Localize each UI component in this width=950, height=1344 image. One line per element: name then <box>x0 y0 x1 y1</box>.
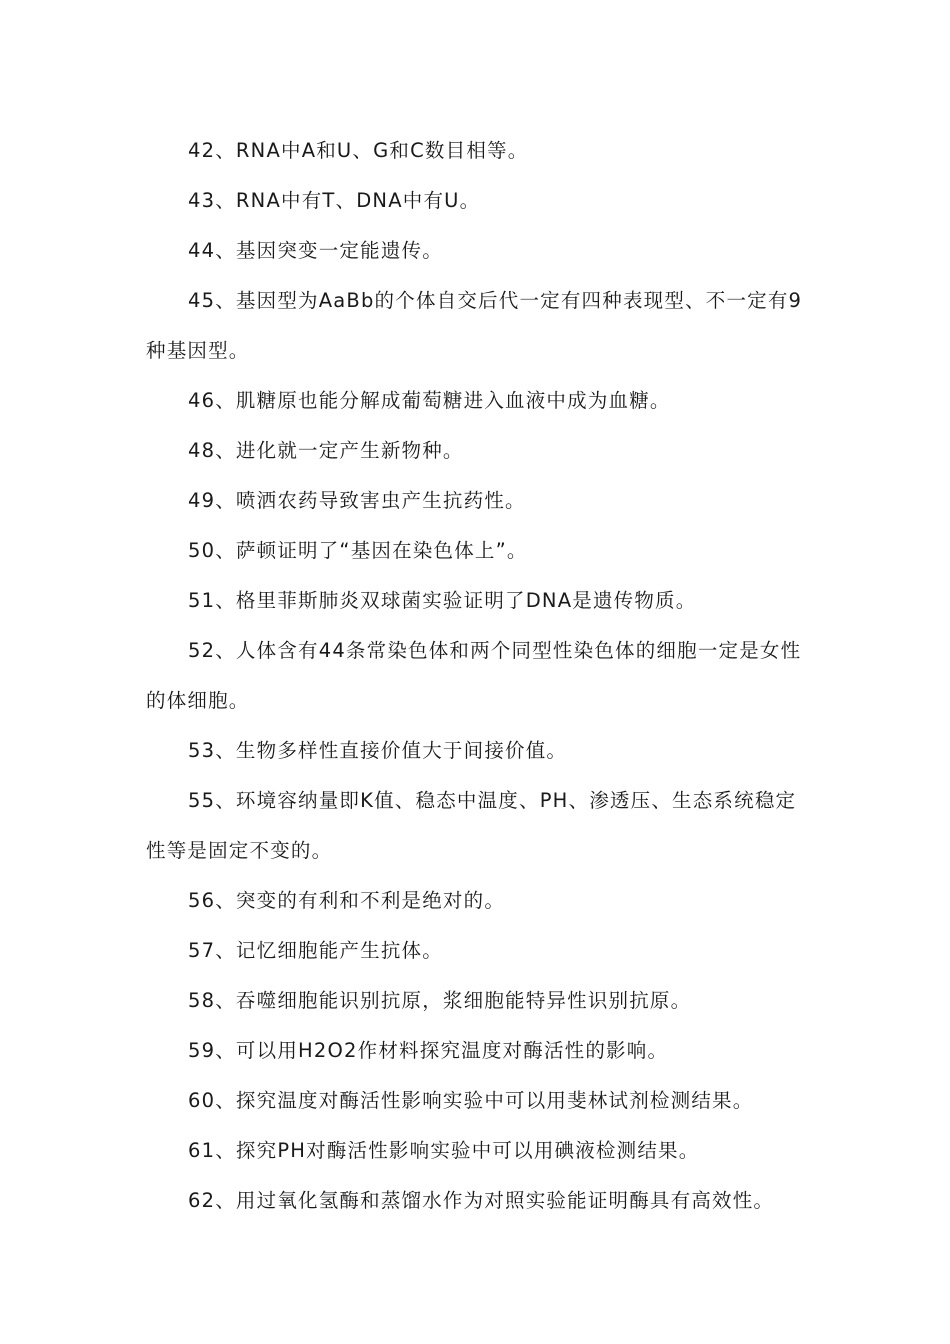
statement-49: 49、喷洒农药导致害虫产生抗药性。 <box>188 489 526 512</box>
statement-46: 46、肌糖原也能分解成葡萄糖进入血液中成为血糖。 <box>188 389 671 412</box>
statement-51: 51、格里菲斯肺炎双球菌实验证明了DNA是遗传物质。 <box>188 589 697 612</box>
statement-55: 55、环境容纳量即K值、稳态中温度、PH、渗透压、生态系统稳定性等是固定不变的。 <box>146 789 797 862</box>
statement-61: 61、探究PH对酶活性影响实验中可以用碘液检测结果。 <box>188 1139 700 1162</box>
statement-60: 60、探究温度对酶活性影响实验中可以用斐林试剂检测结果。 <box>188 1089 754 1112</box>
statement-44: 44、基因突变一定能遗传。 <box>188 239 443 262</box>
statement-52: 52、人体含有44条常染色体和两个同型性染色体的细胞一定是女性的体细胞。 <box>146 639 802 712</box>
statement-58: 58、吞噬细胞能识别抗原，浆细胞能特异性识别抗原。 <box>188 989 692 1012</box>
statement-50: 50、萨顿证明了“基因在染色体上”。 <box>188 539 528 562</box>
statement-57: 57、记忆细胞能产生抗体。 <box>188 939 443 962</box>
statement-53: 53、生物多样性直接价值大于间接价值。 <box>188 739 568 762</box>
statement-59: 59、可以用H2O2作材料探究温度对酶活性的影响。 <box>188 1039 669 1062</box>
statement-45: 45、基因型为AaBb的个体自交后代一定有四种表现型、不一定有9种基因型。 <box>146 289 803 362</box>
statement-56: 56、突变的有利和不利是绝对的。 <box>188 889 506 912</box>
statement-48: 48、进化就一定产生新物种。 <box>188 439 464 462</box>
statement-42: 42、RNA中A和U、G和C数目相等。 <box>188 139 529 162</box>
statement-list <box>146 126 808 1226</box>
statement-62: 62、用过氧化氢酶和蒸馏水作为对照实验能证明酶具有高效性。 <box>188 1189 775 1212</box>
statement-43: 43、RNA中有T、DNA中有U。 <box>188 189 481 212</box>
